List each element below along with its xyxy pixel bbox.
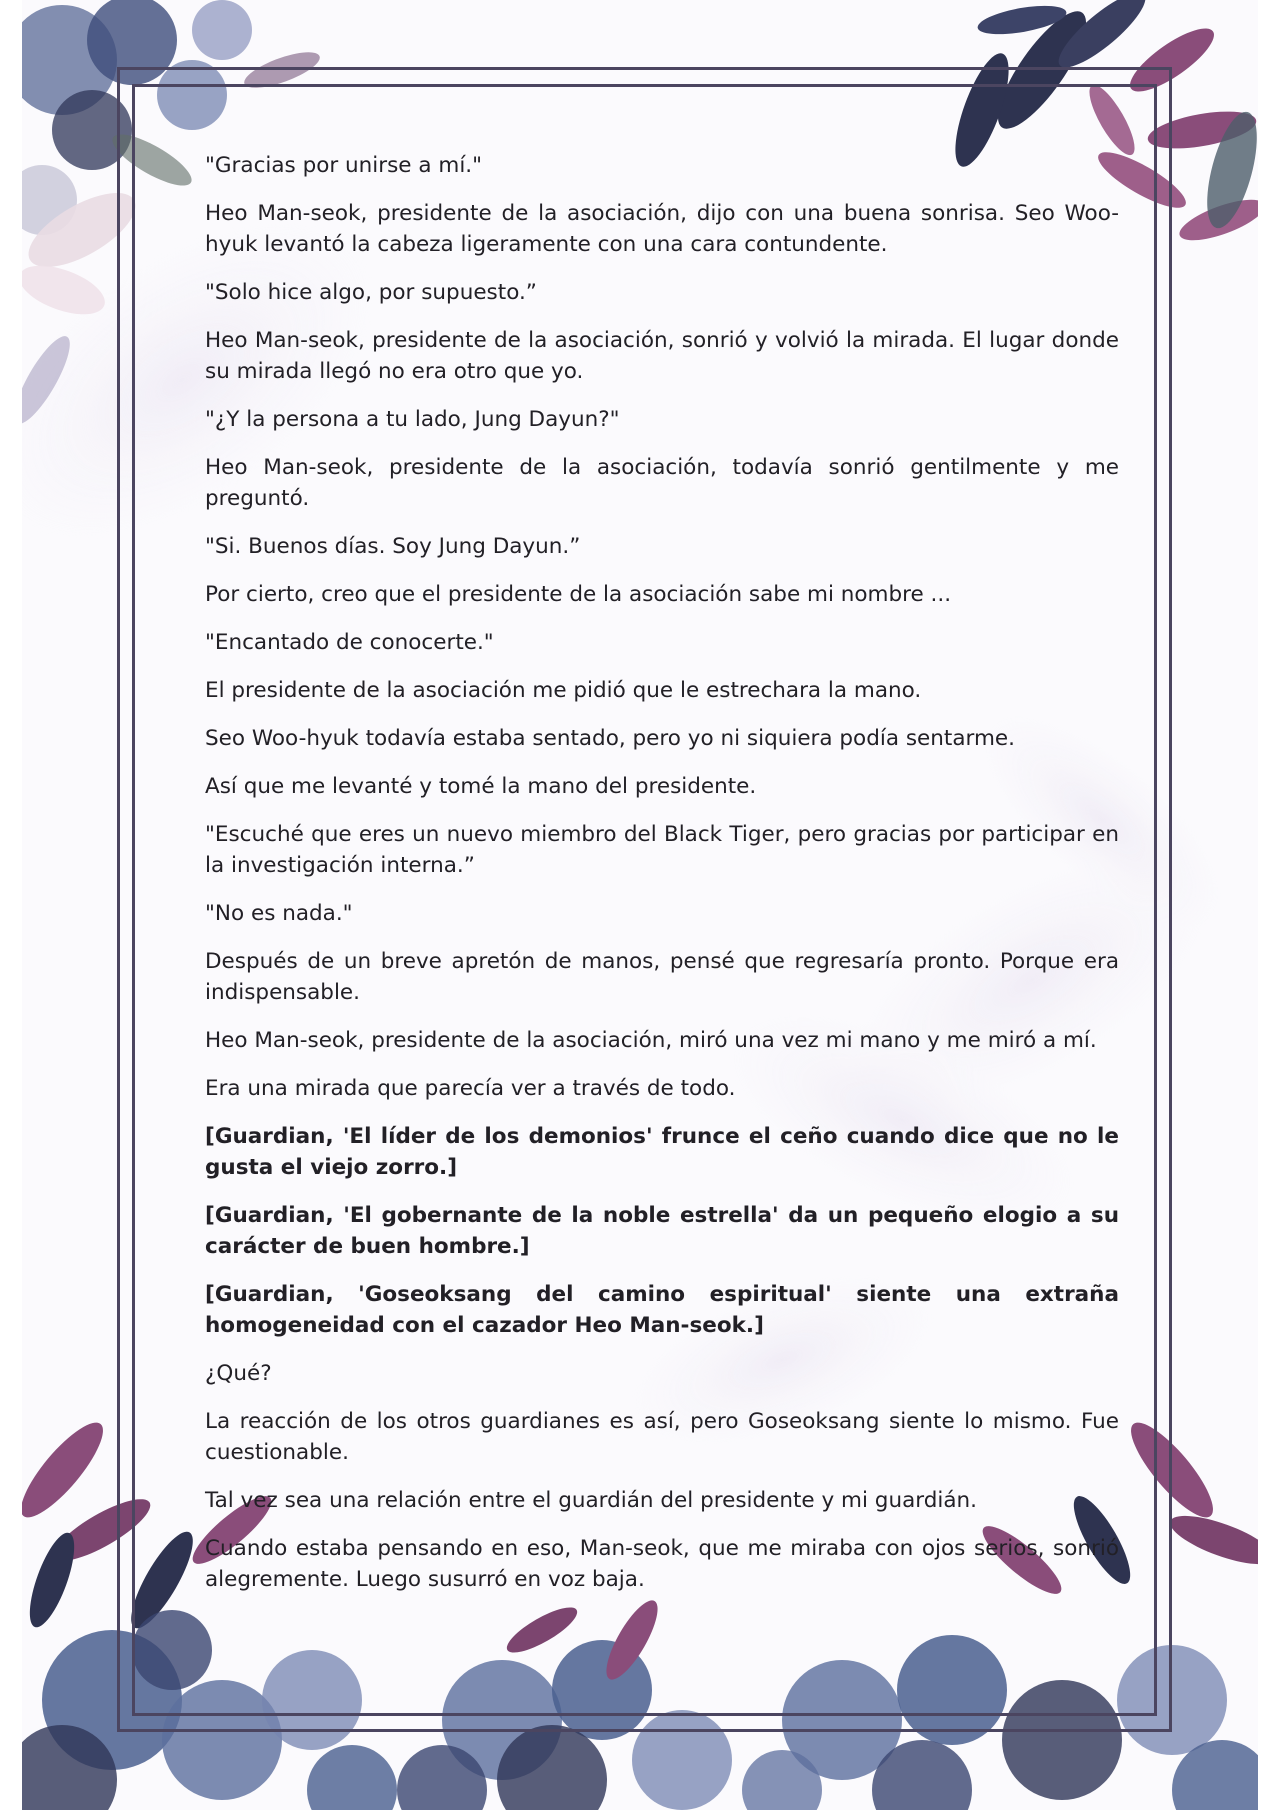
paragraph: Heo Man-seok, presidente de la asociación, sonrió y volvió la mirada. El lugar donde su mirada llegó no era otro que yo. <box>205 328 1119 384</box>
paragraph: "¿Y la persona a tu lado, Jung Dayun?" <box>205 407 620 432</box>
guardian-message: [Guardian, 'El líder de los demonios' frunce el ceño cuando dice que no le gusta el viejo zorro.] <box>205 1124 1119 1180</box>
paragraph: Heo Man-seok, presidente de la asociación, todavía sonrió gentilmente y me preguntó. <box>205 455 1119 511</box>
paragraph: Heo Man-seok, presidente de la asociación, dijo con una buena sonrisa. Seo Woo-hyuk levantó la cabeza ligeramente con una cara contundente. <box>205 201 1119 257</box>
paragraph: El presidente de la asociación me pidió que le estrechara la mano. <box>205 678 922 703</box>
paragraph: "Gracias por unirse a mí." <box>205 153 483 178</box>
paragraph: "Encantado de conocerte." <box>205 630 494 655</box>
paragraph: Tal vez sea una relación entre el guardián del presidente y mi guardián. <box>205 1488 977 1513</box>
paragraph: La reacción de los otros guardianes es así, pero Goseoksang siente lo mismo. Fue cuestionable. <box>205 1409 1119 1465</box>
paragraph: Por cierto, creo que el presidente de la asociación sabe mi nombre ... <box>205 582 952 607</box>
guardian-message: [Guardian, 'Goseoksang del camino espiritual' siente una extraña homogeneidad con el cazador Heo Man-seok.] <box>205 1282 1119 1338</box>
paragraph: Después de un breve apretón de manos, pensé que regresaría pronto. Porque era indispensable. <box>205 949 1119 1005</box>
paragraph: "No es nada." <box>205 901 353 926</box>
paragraph: "Solo hice algo, por supuesto.” <box>205 280 537 305</box>
paragraph: Seo Woo-hyuk todavía estaba sentado, pero yo ni siquiera podía sentarme. <box>205 726 1015 751</box>
paragraph: Cuando estaba pensando en eso, Man-seok, que me miraba con ojos serios, sonrió alegremente. Luego susurró en voz baja. <box>205 1536 1119 1592</box>
paragraph: ¿Qué? <box>205 1361 272 1386</box>
paragraph: Así que me levanté y tomé la mano del presidente. <box>205 774 757 799</box>
paragraph: Era una mirada que parecía ver a través de todo. <box>205 1076 736 1101</box>
paragraph: Heo Man-seok, presidente de la asociación, miró una vez mi mano y me miró a mí. <box>205 1028 1097 1053</box>
document-body <box>205 150 1119 1612</box>
guardian-message: [Guardian, 'El gobernante de la noble estrella' da un pequeño elogio a su carácter de buen hombre.] <box>205 1203 1119 1259</box>
paragraph: "Escuché que eres un nuevo miembro del Black Tiger, pero gracias por participar en la investigación interna.” <box>205 822 1119 878</box>
paragraph: "Si. Buenos días. Soy Jung Dayun.” <box>205 534 581 559</box>
document-page <box>22 0 1258 1810</box>
